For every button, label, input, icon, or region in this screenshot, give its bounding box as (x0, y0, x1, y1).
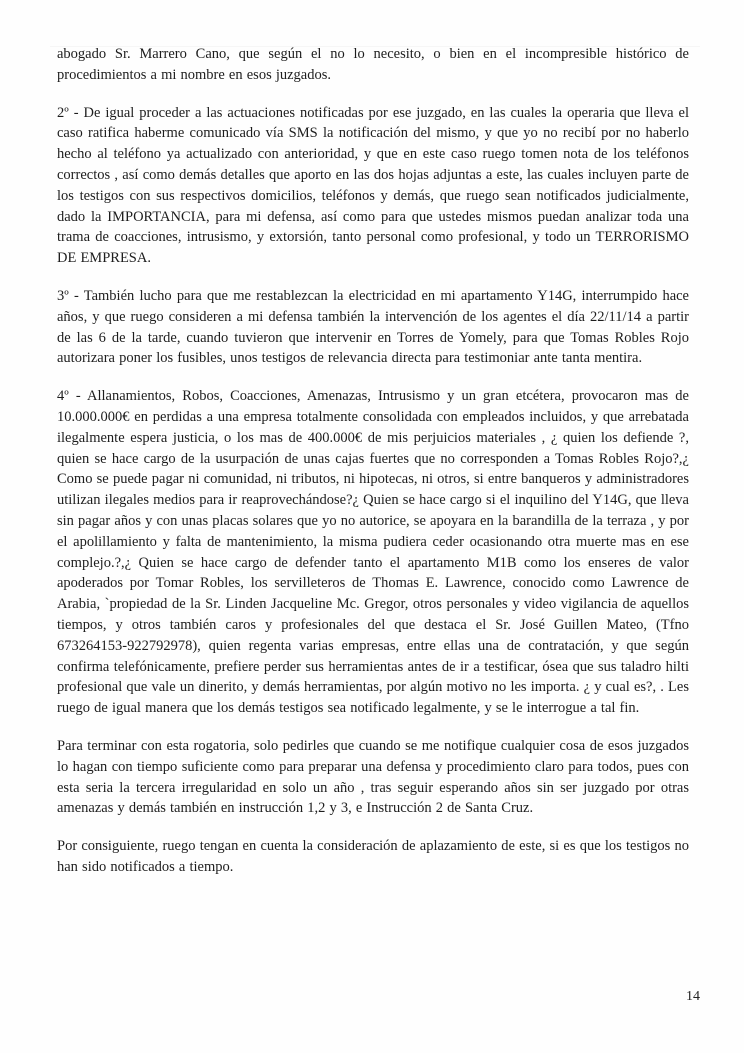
paragraph-point-4-damages: 4º - Allanamientos, Robos, Coacciones, Amenazas, Intrusismo y un gran etcétera, provocaron mas de 10.000.000€ en perdidas a una empresa totalmente consolidada con empleados incluidos, y que arrebatada ilegalmente espera justicia, o los mas de 400.000€ de mis perjuicios materiales , ¿ quien los defiende ?, quien se hace cargo de la usurpación de unas cajas fuertes que no corresponden a Tomas Robles Rojo?,¿ Como se puede pagar ni comunidad, ni tributos, ni hipotecas, ni otros, si entre banqueros y administradores utilizan ilegales medios para ir reaprovechándose?¿ Quien se hace cargo si el inquilino del Y14G, que lleva sin pagar años y con unas placas solares que yo no autorice, se apoyara en la barandilla de la terraza , y por el apolillamiento y falta de mantenimiento, la misma pudiera ceder ocasionando otra muerte mas en ese complejo.?,¿ Quien se hace cargo de defender tanto el apartamento M1B como los enseres de valor apoderados por Tomar Robles, los servilleteros de Thomas E. Lawrence, conocido como Lawrence de Arabia, `propiedad de la Sr. Linden Jacqueline Mc. Gregor, otros personales y video vigilancia de aquellos tiempos, y otros también caros y profesionales del que destaca el Sr. José Guillen Mateo, (Tfno 673264153-922792978), quien regenta varias empresas, entre ellas una de contratación, y que según confirma telefónicamente, prefiere perder sus herramientas antes de ir a testificar, ósea que sus taladro hilti profesional que vale un dinerito, y demás herramientas, por algún motivo no les importa. ¿ y cual es?, . Les ruego de igual manera que los demás testigos sea notificado legalmente, y se le interrogue a tal fin. (57, 388, 689, 717)
paragraph-point-2-notifications: 2º - De igual proceder a las actuaciones notificadas por ese juzgado, en las cuales la operaria que lleva el caso ratifica haberme comunicado vía SMS la notificación del mismo, y que yo no recibí por no haberlo hecho al teléfono ya actualizado con anterioridad, y que en este caso ruego tomen nota de los teléfonos correctos , así como demás detalles que aporto en las dos hojas adjuntas a este, las cuales incluyen parte de los testigos con sus respectivos domicilios, teléfonos y demás, que ruego sean notificados judicialmente, dado la IMPORTANCIA, para mi defensa, así como para que ustedes mismos puedan analizar toda una trama de coacciones, intrusismo, y extorsión, tanto personal como profesional, y todo un TERRORISMO DE EMPRESA. (57, 104, 689, 267)
page-number: 14 (686, 989, 700, 1004)
paragraph-postponement-request: Por consiguiente, ruego tengan en cuenta la consideración de aplazamiento de este, si es que los testigos no han sido notificados a tiempo. (57, 838, 689, 875)
paragraph-closing-request: Para terminar con esta rogatoria, solo pedirles que cuando se me notifique cualquier cosa de esos juzgados lo hagan con tiempo suficiente como para preparar una defensa y procedimiento claro para todos, pues con esta seria la tercera irregularidad en solo un año , tras seguir esperando años sin ser juzgado por otras amenazas y demás también en instrucción 1,2 y 3, e Instrucción 2 de Santa Cruz. (57, 737, 689, 817)
document-body (57, 44, 689, 878)
paragraph-intro-continuation: abogado Sr. Marrero Cano, que según el no lo necesito, o bien en el incompresible histórico de procedimientos a mi nombre en esos juzgados. (57, 46, 689, 83)
paragraph-point-3-electricity: 3º - También lucho para que me restablezcan la electricidad en mi apartamento Y14G, interrumpido hace años, y que ruego consideren a mi defensa también la intervención de los agentes el día 22/11/14 a partir de las 6 de la tarde, cuando tuvieron que intervenir en Torres de Yomely, para que Tomas Robles Rojo autorizara poner los fusibles, unos testigos de relevancia directa para testimoniar ante tanta mentira. (57, 287, 689, 367)
